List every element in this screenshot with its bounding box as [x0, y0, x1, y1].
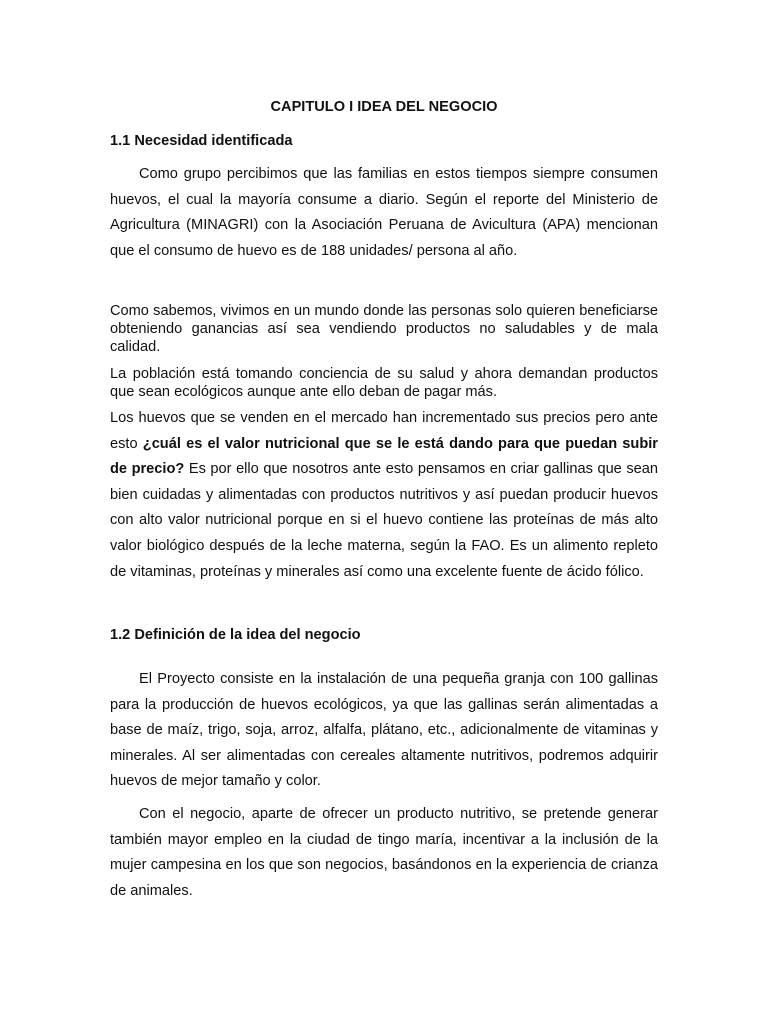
paragraph-1-1-4-rest: Es por ello que nosotros ante esto pensamos en criar gallinas que sean bien cuidadas y alimentadas con productos nutritivos y así puedan producir huevos con alto valor nutricional porque en si el huevo contiene las proteínas de más alto valor biológico después de la leche materna, según la FAO. Es un alimento repleto de vitaminas, proteínas y minerales así como una excelente fuente de ácido fólico.: [110, 461, 658, 580]
paragraph-1-1-4: [110, 406, 658, 585]
paragraph-1-1-2: Como sabemos, vivimos en un mundo donde las personas solo quieren beneficiarse obteniendo ganancias así sea vendiendo productos no saludables y de mala calidad.: [110, 303, 658, 355]
paragraph-1-1-3: La población está tomando conciencia de su salud y ahora demandan productos que sean ecológicos aunque ante ello deban de pagar más.: [110, 366, 658, 400]
paragraph-1-1-4-question: ¿cuál es el valor nutricional que se le está dando para que puedan subir de precio?: [110, 435, 658, 478]
section-heading-1-2: 1.2 Definición de la idea del negocio: [110, 627, 361, 643]
chapter-title: CAPITULO I IDEA DEL NEGOCIO: [270, 99, 498, 115]
paragraph-1-2-1: El Proyecto consiste en la instalación de una pequeña granja con 100 gallinas para la producción de huevos ecológicos, ya que las gallinas serán alimentadas a base de maíz, trigo, soja, arroz, alfalfa, plátano, etc., adicionalmente de vitaminas y minerales. Al ser alimentadas con cereales altamente nutritivos, podremos adquirir huevos de mejor tamaño y color.: [110, 671, 658, 790]
paragraph-1-1-4-intro: Los huevos que se venden en el mercado han incrementado sus precios pero ante esto: [110, 410, 658, 452]
section-heading-1-1: 1.1 Necesidad identificada: [110, 133, 293, 149]
paragraph-1-2-2: Con el negocio, aparte de ofrecer un producto nutritivo, se pretende generar también mayor empleo en la ciudad de tingo maría, incentivar a la inclusión de la mujer campesina en los que son negocios, basándonos en la experiencia de crianza de animales.: [110, 806, 658, 899]
paragraph-1-1-1: Como grupo percibimos que las familias en estos tiempos siempre consumen huevos, el cual la mayoría consume a diario. Según el reporte del Ministerio de Agricultura (MINAGRI) con la Asociación Peruana de Avicultura (APA) mencionan que el consumo de huevo es de 188 unidades/ persona al año.: [110, 166, 658, 259]
